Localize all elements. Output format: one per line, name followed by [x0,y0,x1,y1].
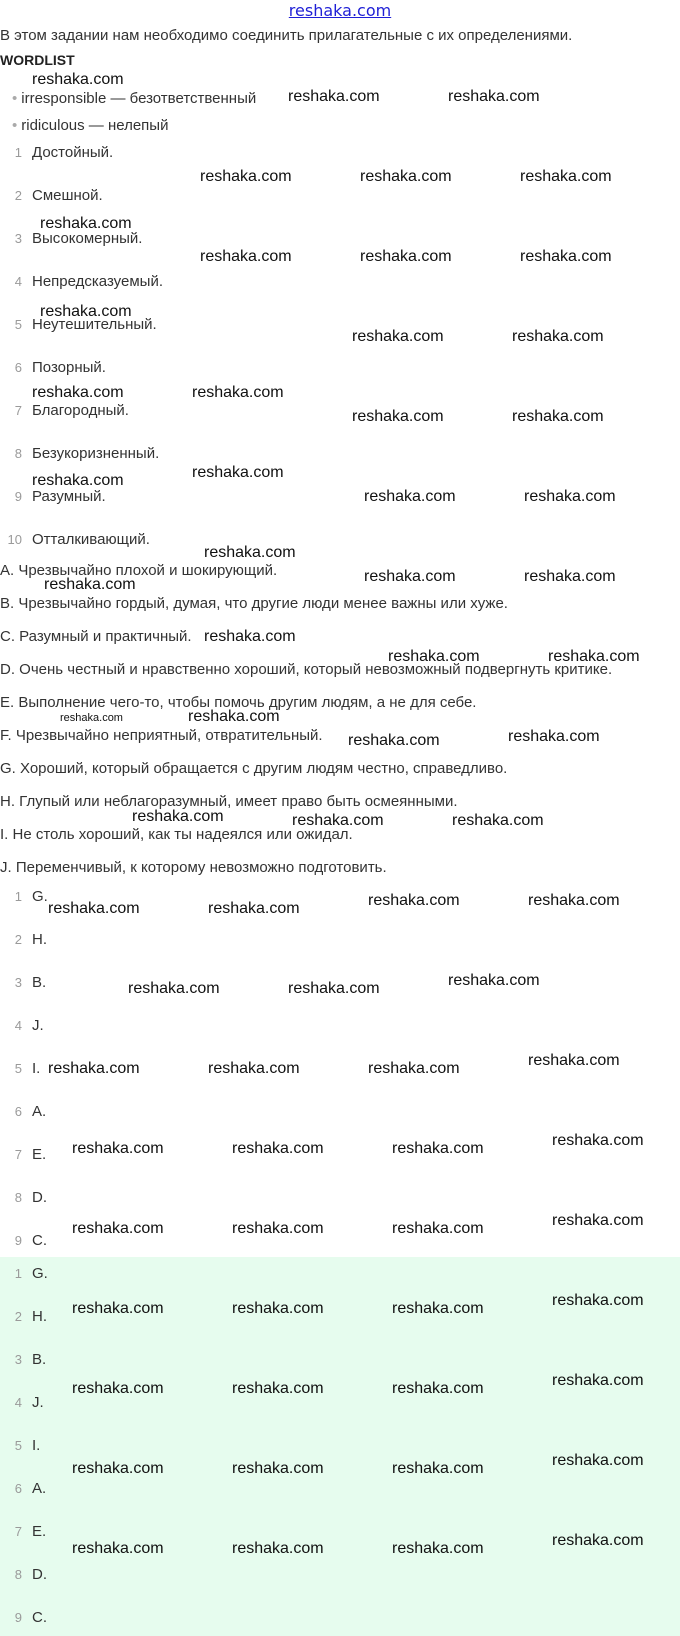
answer-item [0,1232,47,1249]
item-number: 7 [14,403,22,418]
watermark: reshaka.com [392,1380,484,1397]
watermark: reshaka.com [388,648,480,665]
item-text: A. [32,1480,47,1497]
answer-item [0,888,48,905]
wordlist-heading: WORDLIST [0,52,75,68]
watermark: reshaka.com [508,728,600,745]
answer-item-highlighted [0,1265,48,1282]
definition-item: D. Очень честный и нравственно хороший, который невозможный подвергнуть критике. [0,661,613,678]
answer-item-highlighted [0,1480,46,1497]
watermark: reshaka.com [288,88,380,105]
watermark: reshaka.com [528,892,620,909]
item-text: J. [32,1017,44,1034]
item-text: G. [32,1265,48,1282]
answer-item-highlighted [0,1394,44,1411]
watermark: reshaka.com [72,1300,164,1317]
item-number: 9 [14,1610,22,1625]
adjective-item [0,273,163,290]
watermark: reshaka.com [128,980,220,997]
site-title-link[interactable]: reshaka.com [288,1,392,20]
watermark: reshaka.com [72,1140,164,1157]
watermark: reshaka.com [552,1292,644,1309]
watermark: reshaka.com [452,812,544,829]
watermark: reshaka.com [40,215,132,232]
watermark: reshaka.com [60,712,123,724]
watermark: reshaka.com [368,1060,460,1077]
vocab-text: ridiculous — нелепый [21,117,169,134]
watermark: reshaka.com [552,1132,644,1149]
item-text: I. [32,1060,41,1077]
item-text: Безукоризненный. [32,445,160,462]
watermark: reshaka.com [364,568,456,585]
item-number: 5 [14,317,22,332]
item-text: G. [32,888,48,905]
item-number: 5 [14,1438,22,1453]
watermark: reshaka.com [192,464,284,481]
item-number: 6 [14,360,22,375]
item-text: B. [32,1351,47,1368]
definition-item: J. Переменчивый, к которому невозможно подготовить. [0,859,387,876]
item-number: 5 [14,1061,22,1076]
watermark: reshaka.com [32,71,124,88]
item-text: B. [32,974,47,991]
watermark: reshaka.com [360,248,452,265]
item-text: E. [32,1146,47,1163]
item-number: 6 [14,1104,22,1119]
answer-item [0,931,47,948]
watermark: reshaka.com [232,1380,324,1397]
item-text: D. [32,1566,47,1583]
item-text: H. [32,931,47,948]
watermark: reshaka.com [44,576,136,593]
answer-item-highlighted [0,1351,46,1368]
answer-item-highlighted [0,1609,47,1626]
definition-item: F. Чрезвычайно неприятный, отвратительный. [0,727,323,744]
watermark: reshaka.com [524,488,616,505]
adjective-item [0,531,150,548]
bullet-icon: • [12,90,18,107]
definition-item: I. Не столь хороший, как ты надеялся или ожидал. [0,826,353,843]
item-text: Смешной. [32,187,103,204]
watermark: reshaka.com [352,328,444,345]
item-text: J. [32,1394,44,1411]
item-number: 3 [14,975,22,990]
item-number: 4 [14,1018,22,1033]
watermark: reshaka.com [200,248,292,265]
watermark: reshaka.com [72,1220,164,1237]
item-number: 2 [14,188,22,203]
adjective-item [0,488,106,505]
item-text: E. [32,1523,47,1540]
item-number: 8 [14,1190,22,1205]
watermark: reshaka.com [520,168,612,185]
watermark: reshaka.com [192,384,284,401]
item-number: 4 [14,274,22,289]
vocab-text: irresponsible — безответственный [21,90,257,107]
item-text: Неутешительный. [32,316,157,333]
answer-item-highlighted [0,1437,40,1454]
item-number: 1 [14,889,22,904]
answer-item-highlighted [0,1523,46,1540]
bullet-icon: • [12,117,18,134]
definition-item: C. Разумный и практичный. [0,628,192,645]
watermark: reshaka.com [232,1540,324,1557]
item-text: A. [32,1103,47,1120]
watermark: reshaka.com [360,168,452,185]
item-text: Высокомерный. [32,230,143,247]
watermark: reshaka.com [188,708,280,725]
definition-item: G. Хороший, который обращается с другим людям честно, справедливо. [0,760,508,777]
watermark: reshaka.com [368,892,460,909]
watermark: reshaka.com [392,1300,484,1317]
watermark: reshaka.com [208,900,300,917]
answer-item-highlighted [0,1566,47,1583]
item-text: D. [32,1189,47,1206]
watermark: reshaka.com [548,648,640,665]
watermark: reshaka.com [448,88,540,105]
answer-item [0,1189,47,1206]
watermark: reshaka.com [72,1540,164,1557]
watermark: reshaka.com [232,1220,324,1237]
item-number: 2 [14,1309,22,1324]
item-text: Непредсказуемый. [32,273,163,290]
definition-item: A. Чрезвычайно плохой и шокирующий. [0,562,278,579]
watermark: reshaka.com [288,980,380,997]
watermark: reshaka.com [392,1460,484,1477]
watermark: reshaka.com [48,900,140,917]
watermark: reshaka.com [208,1060,300,1077]
answer-item [0,974,46,991]
watermark: reshaka.com [292,812,384,829]
watermark: reshaka.com [512,328,604,345]
watermark: reshaka.com [392,1220,484,1237]
adjective-item [0,359,106,376]
watermark: reshaka.com [524,568,616,585]
answer-item [0,1146,46,1163]
adjective-item [0,144,113,161]
watermark: reshaka.com [552,1372,644,1389]
watermark: reshaka.com [204,544,296,561]
watermark: reshaka.com [552,1452,644,1469]
item-text: Разумный. [32,488,106,505]
watermark: reshaka.com [32,384,124,401]
watermark: reshaka.com [32,472,124,489]
item-text: I. [32,1437,41,1454]
watermark: reshaka.com [48,1060,140,1077]
item-number: 1 [14,1266,22,1281]
item-text: C. [32,1609,47,1626]
item-number: 1 [14,145,22,160]
item-number: 6 [14,1481,22,1496]
answer-item-highlighted [0,1308,47,1325]
item-number: 8 [14,1567,22,1582]
item-text: Благородный. [32,402,129,419]
adjective-item [0,402,129,419]
definition-item: E. Выполнение чего-то, чтобы помочь другим людям, а не для себе. [0,694,477,711]
intro-text: В этом задании нам необходимо соединить прилагательные с их определениями. [0,27,573,44]
watermark: reshaka.com [232,1460,324,1477]
item-text: C. [32,1232,47,1249]
item-number: 9 [14,489,22,504]
watermark: reshaka.com [200,168,292,185]
watermark: reshaka.com [232,1300,324,1317]
watermark: reshaka.com [392,1140,484,1157]
item-text: Достойный. [32,144,114,161]
watermark: reshaka.com [552,1532,644,1549]
watermark: reshaka.com [232,1140,324,1157]
watermark: reshaka.com [352,408,444,425]
watermark: reshaka.com [72,1380,164,1397]
item-text: Позорный. [32,359,106,376]
answer-item [0,1017,44,1034]
item-number: 4 [14,1395,22,1410]
watermark: reshaka.com [392,1540,484,1557]
item-text: Отталкивающий. [32,531,150,548]
item-number: 7 [14,1524,22,1539]
definition-item: H. Глупый или неблагоразумный, имеет право быть осмеянными. [0,793,458,810]
watermark: reshaka.com [528,1052,620,1069]
answer-item [0,1103,46,1120]
vocab-item [0,117,168,134]
answer-item [0,1060,40,1077]
definition-item: B. Чрезвычайно гордый, думая, что другие люди менее важны или хуже. [0,595,508,612]
vocab-item [0,90,256,107]
item-number: 3 [14,1352,22,1367]
watermark: reshaka.com [204,628,296,645]
item-number: 3 [14,231,22,246]
watermark: reshaka.com [132,808,224,825]
watermark: reshaka.com [520,248,612,265]
watermark: reshaka.com [40,303,132,320]
item-number: 9 [14,1233,22,1248]
item-number: 8 [14,446,22,461]
adjective-item [0,187,103,204]
item-number: 10 [7,532,22,547]
watermark: reshaka.com [512,408,604,425]
adjective-item [0,445,159,462]
item-number: 7 [14,1147,22,1162]
watermark: reshaka.com [348,732,440,749]
watermark: reshaka.com [72,1460,164,1477]
item-number: 2 [14,932,22,947]
watermark: reshaka.com [552,1212,644,1229]
watermark: reshaka.com [448,972,540,989]
watermark: reshaka.com [364,488,456,505]
item-text: H. [32,1308,47,1325]
